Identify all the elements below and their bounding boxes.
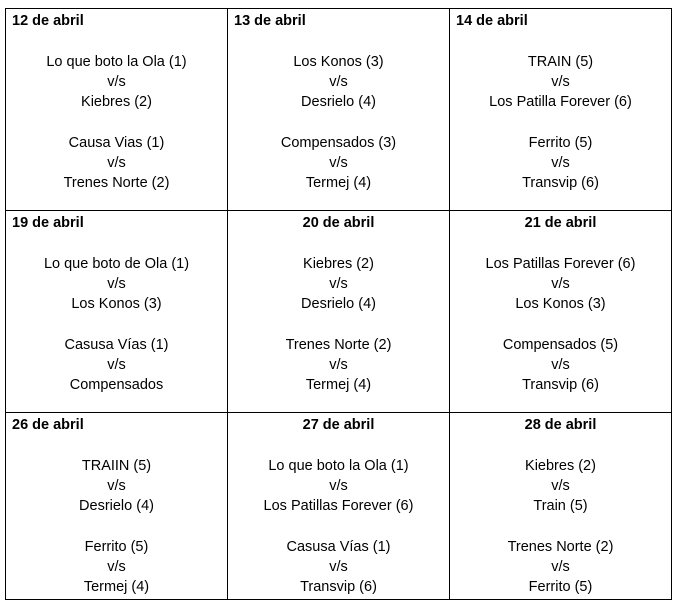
- date-heading: 13 de abril: [234, 13, 306, 29]
- date-heading: 26 de abril: [12, 417, 84, 433]
- away-team: Termej (4): [305, 377, 372, 394]
- home-team: Compensados (3): [280, 134, 397, 151]
- day-cell: [6, 9, 228, 211]
- day-cell: [228, 9, 450, 211]
- home-team: Casusa Vías (1): [64, 336, 169, 353]
- away-team: Transvip (6): [300, 579, 377, 596]
- day-cell: [6, 413, 228, 600]
- home-team: Ferrito (5): [84, 538, 149, 555]
- match-block: [450, 254, 671, 315]
- versus-label: v/s: [107, 74, 126, 91]
- match-block: [6, 335, 227, 396]
- versus-label: v/s: [551, 478, 570, 495]
- date-heading: 27 de abril: [302, 417, 375, 433]
- date-heading: 19 de abril: [12, 215, 84, 231]
- match-block: [6, 254, 227, 315]
- away-team: Desrielo (4): [301, 94, 376, 111]
- day-cell: [450, 9, 672, 211]
- day-cell: [450, 211, 672, 413]
- day-cell: [228, 413, 450, 600]
- home-team: Causa Vias (1): [68, 134, 165, 151]
- home-team: Kiebres (2): [303, 256, 374, 272]
- home-team: Ferrito (5): [528, 134, 593, 151]
- away-team: Termej (4): [305, 175, 372, 192]
- home-team: Los Konos (3): [293, 54, 384, 70]
- match-block: [450, 537, 671, 598]
- date-heading: 28 de abril: [524, 417, 597, 433]
- away-team: Train (5): [533, 498, 588, 515]
- day-cell: [450, 413, 672, 600]
- versus-label: v/s: [551, 558, 570, 575]
- match-block: [228, 254, 449, 315]
- home-team: Casusa Vías (1): [286, 538, 391, 555]
- match-block: [6, 52, 227, 113]
- versus-label: v/s: [107, 558, 126, 575]
- match-block: [228, 456, 449, 517]
- away-team: Los Patillas Forever (6): [263, 498, 414, 515]
- away-team: Los Konos (3): [515, 296, 606, 313]
- fixture-table: [5, 8, 672, 600]
- date-heading: 14 de abril: [456, 13, 528, 29]
- week-row: [6, 413, 672, 600]
- away-team: Los Patilla Forever (6): [489, 94, 632, 111]
- home-team: Los Patillas Forever (6): [485, 256, 636, 272]
- home-team: Trenes Norte (2): [285, 336, 392, 353]
- away-team: Desrielo (4): [301, 296, 376, 313]
- day-cell: [6, 211, 228, 413]
- away-team: Kiebres (2): [81, 94, 152, 111]
- match-block: [450, 133, 671, 194]
- away-team: Compensados: [69, 377, 164, 394]
- versus-label: v/s: [107, 154, 126, 171]
- week-row: [6, 211, 672, 413]
- versus-label: v/s: [329, 154, 348, 171]
- versus-label: v/s: [107, 356, 126, 373]
- versus-label: v/s: [551, 74, 570, 91]
- versus-label: v/s: [551, 356, 570, 373]
- versus-label: v/s: [329, 558, 348, 575]
- home-team: Compensados (5): [502, 336, 619, 353]
- match-block: [450, 335, 671, 396]
- week-row: [6, 9, 672, 211]
- date-heading: 20 de abril: [302, 215, 375, 231]
- versus-label: v/s: [107, 478, 126, 495]
- home-team: Lo que boto de Ola (1): [43, 256, 190, 272]
- versus-label: v/s: [329, 74, 348, 91]
- away-team: Transvip (6): [522, 175, 599, 192]
- home-team: TRAIN (5): [527, 54, 594, 70]
- date-heading: 21 de abril: [524, 215, 597, 231]
- versus-label: v/s: [329, 356, 348, 373]
- match-block: [6, 537, 227, 598]
- versus-label: v/s: [329, 276, 348, 293]
- versus-label: v/s: [107, 276, 126, 293]
- match-block: [228, 537, 449, 598]
- match-block: [6, 133, 227, 194]
- match-block: [450, 52, 671, 113]
- match-block: [228, 335, 449, 396]
- versus-label: v/s: [551, 276, 570, 293]
- home-team: Lo que boto la Ola (1): [268, 458, 409, 474]
- match-block: [450, 456, 671, 517]
- away-team: Desrielo (4): [79, 498, 154, 515]
- away-team: Termej (4): [83, 579, 150, 596]
- away-team: Ferrito (5): [528, 579, 593, 596]
- home-team: Trenes Norte (2): [507, 538, 614, 555]
- away-team: Transvip (6): [522, 377, 599, 394]
- day-cell: [228, 211, 450, 413]
- versus-label: v/s: [329, 478, 348, 495]
- home-team: Lo que boto la Ola (1): [46, 54, 187, 70]
- away-team: Trenes Norte (2): [63, 175, 170, 192]
- home-team: Kiebres (2): [525, 458, 596, 474]
- home-team: TRAIIN (5): [81, 458, 152, 474]
- match-block: [6, 456, 227, 517]
- away-team: Los Konos (3): [71, 296, 162, 313]
- match-block: [228, 133, 449, 194]
- match-block: [228, 52, 449, 113]
- date-heading: 12 de abril: [12, 13, 84, 29]
- versus-label: v/s: [551, 154, 570, 171]
